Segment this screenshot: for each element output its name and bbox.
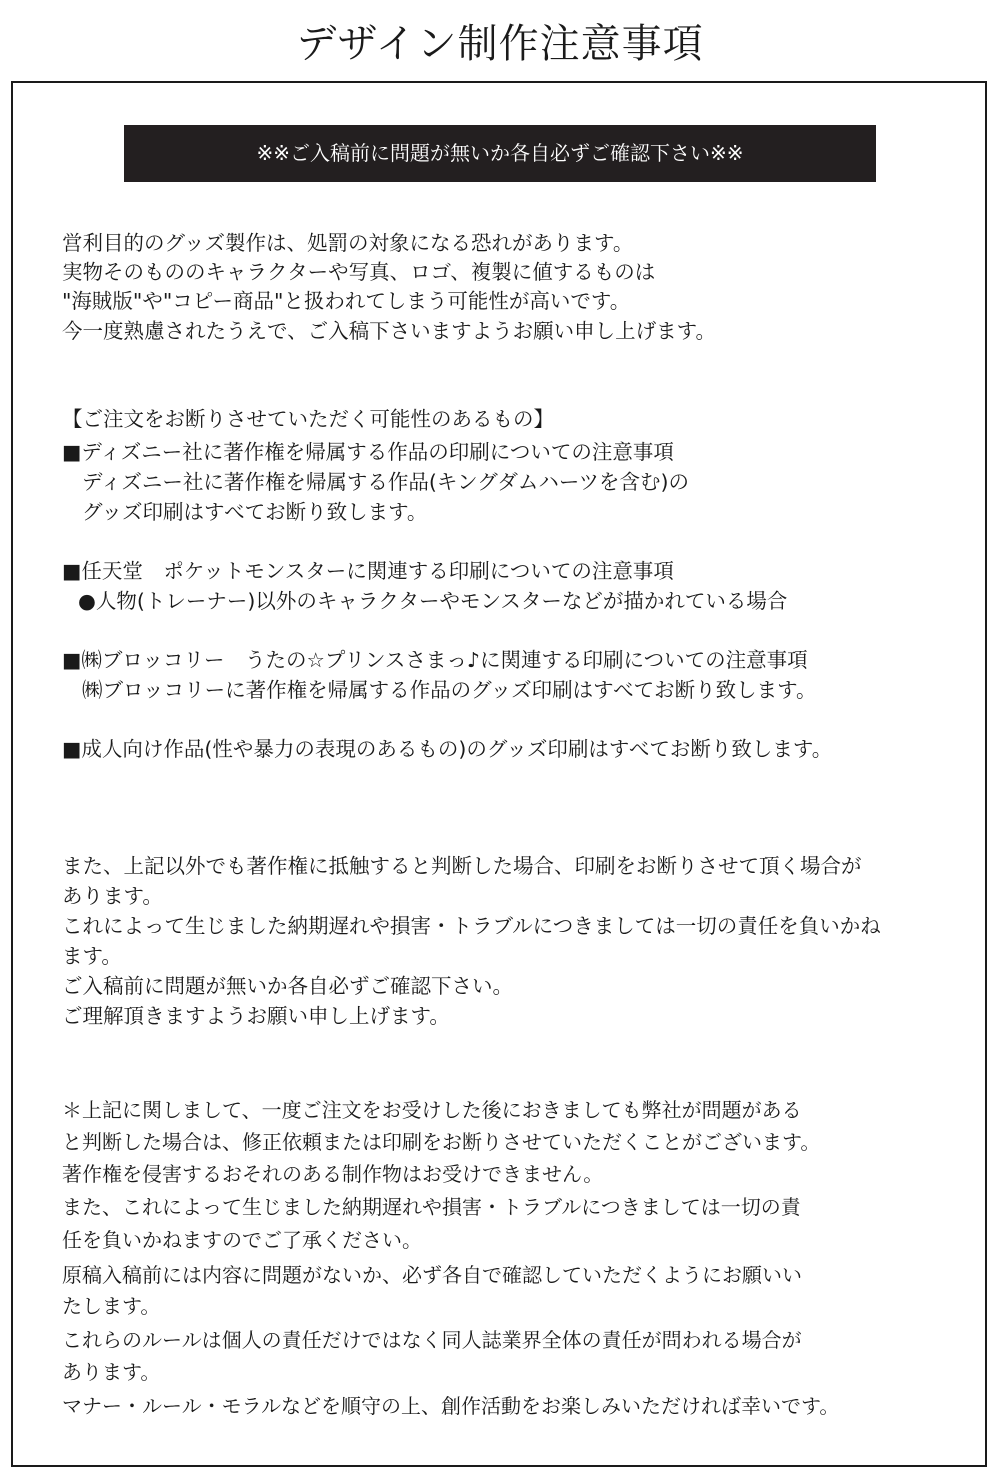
intro-line: 今一度熟慮されたうえで、ご入稿下さいますようお願い申し上げます。 — [62, 319, 716, 343]
also-line: これによって生じました納期遅れや損害・トラブルにつきましては一切の責任を負いかね — [62, 914, 881, 938]
also-line: また、上記以外でも著作権に抵触すると判断した場合、印刷をお断りさせて頂く場合が — [62, 854, 862, 878]
adult-section-title: ■成人向け作品(性や暴力の表現のあるもの)のグッズ印刷はすべてお断り致します。 — [62, 737, 833, 761]
nintendo-section-title: ■任天堂 ポケットモンスターに関連する印刷についての注意事項 — [62, 559, 674, 583]
also-line: ご理解頂きますようお願い申し上げます。 — [62, 1004, 450, 1028]
disney-section-title: ■ディズニー社に著作権を帰属する作品の印刷についての注意事項 — [62, 440, 674, 464]
note-line: たします。 — [62, 1294, 161, 1318]
note-line: マナー・ルール・モラルなどを順守の上、創作活動をお楽しみいただければ幸いです。 — [62, 1394, 840, 1418]
note-line: 任を負いかねますのでご了承ください。 — [62, 1228, 422, 1252]
note-line: と判断した場合は、修正依頼または印刷をお断りさせていただくことがございます。 — [62, 1130, 821, 1154]
nintendo-section-line: ●人物(トレーナー)以外のキャラクターやモンスターなどが描かれている場合 — [78, 589, 788, 613]
broccoli-section-title: ■㈱ブロッコリー うたの☆プリンスさまっ♪に関連する印刷についての注意事項 — [62, 648, 808, 672]
broccoli-section-line: ㈱ブロッコリーに著作権を帰属する作品のグッズ印刷はすべてお断り致します。 — [82, 678, 817, 702]
intro-line: 実物そのもののキャラクターや写真、ロゴ、複製に値するものは — [62, 260, 656, 284]
page-title: デザイン制作注意事項 — [296, 21, 704, 67]
disney-section-line: ディズニー社に著作権を帰属する作品(キングダムハーツを含む)の — [82, 470, 690, 494]
warning-banner: ※※ご入稿前に問題が無いか各自必ずご確認下さい※※ — [124, 125, 876, 182]
intro-line: "海賊版"や"コピー商品"と扱われてしまう可能性が高いです。 — [62, 289, 631, 313]
also-line: ます。 — [62, 944, 122, 968]
also-line: ご入稿前に問題が無いか各自必ずご確認下さい。 — [62, 974, 513, 998]
intro-line: 営利目的のグッズ製作は、処罰の対象になる恐れがあります。 — [62, 231, 634, 255]
note-line: あります。 — [62, 1360, 161, 1384]
note-line: また、これによって生じました納期遅れや損害・トラブルにつきましては一切の責 — [62, 1195, 801, 1219]
note-line: 原稿入稿前には内容に問題がないか、必ず各自で確認していただくようにお願いい — [62, 1263, 802, 1287]
disney-section-line: グッズ印刷はすべてお断り致します。 — [82, 500, 428, 524]
refusal-heading: 【ご注文をお断りさせていただく可能性のあるもの】 — [62, 407, 554, 431]
note-line: 著作権を侵害するおそれのある制作物はお受けできません。 — [62, 1162, 604, 1186]
note-line: ＊上記に関しまして、一度ご注文をお受けした後におきましても弊社が問題がある — [62, 1098, 802, 1122]
note-line: これらのルールは個人の責任だけではなく同人誌業界全体の責任が問われる場合が — [62, 1328, 802, 1352]
also-line: あります。 — [62, 884, 163, 908]
